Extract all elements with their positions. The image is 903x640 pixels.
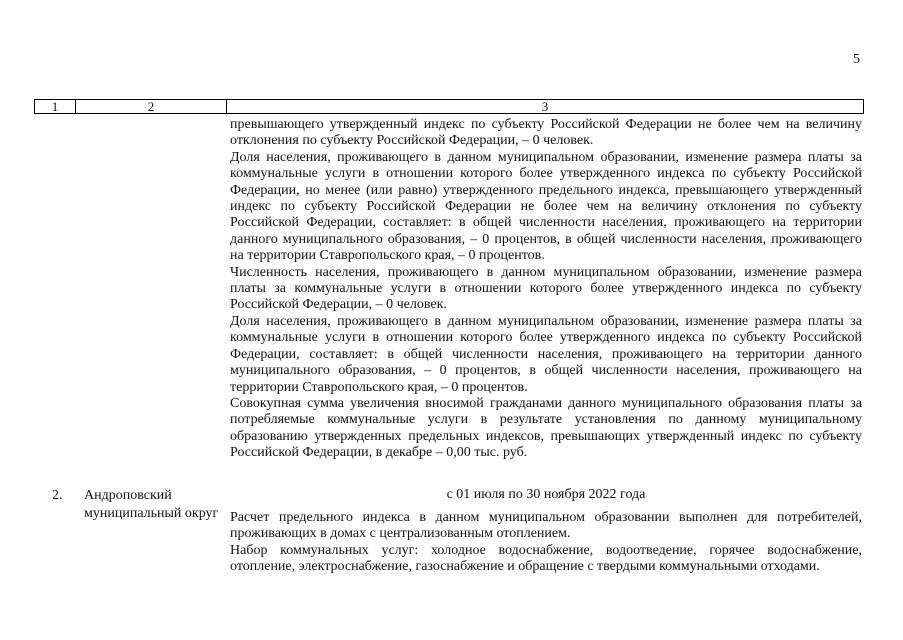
paragraph: превышающего утвержденный индекс по субъекту Российской Федерации не более чем на величину отклонения по субъекту Российской Федерации, – 0 человек. [230,117,862,149]
page-number: 5 [853,52,860,67]
column-number-2: 2 [76,100,227,113]
paragraph: Совокупная сумма увеличения вносимой гражданами данного муниципального образования платы за потребляемые коммунальные услуги в результате установления по данному муниципальному образованию утвержденных предельных индексов, превышающих утвержденный индекс по субъекту Российской Федерации, в декабре – 0,00 тыс. руб. [230,395,862,461]
paragraph: Расчет предельного индекса в данном муниципальном образовании выполнен для потребителей, проживающих в домах с централизованным отоплением. [230,510,862,542]
row2-number: 2. [52,488,63,503]
paragraph: Доля населения, проживающего в данном муниципальном образовании, изменение размера платы за коммунальные услуги в отношении которого более утвержденного индекса по субъекту Российской Федерации, но менее (или равно) утвержденного предельного индекса, превышающего утвержденный индекс по субъекту Российской Федерации не более чем на величину отклонения по субъекту Российской Федерации, составляет: в общей численности населения, проживающего на территории данного муниципального образования, – 0 процентов, в общей численности населения, проживающего на территории Ставропольского края, – 0 процентов. [230,149,862,264]
paragraph: Численность населения, проживающего в данном муниципальном образовании, изменение размера платы за коммунальные услуги в отношении которого более утвержденного индекса по субъекту Российской Федерации, – 0 человек. [230,264,862,313]
paragraph: Доля населения, проживающего в данном муниципальном образовании, изменение размера платы за коммунальные услуги в отношении которого более утвержденного индекса по субъекту Российской Федерации, составляет: в общей численности населения, проживающего на территории данного муниципального образования, – 0 процентов, в общей численности населения, проживающего на территории Ставропольского края, – 0 процентов. [230,313,862,395]
column-number-3: 3 [541,99,549,114]
row2-period: с 01 июля по 30 ноября 2022 года [446,487,646,502]
row1-column3-text [230,117,862,462]
row2-municipality-name: Андроповский муниципальный округ [84,488,219,521]
row2-column3-text [230,510,862,576]
column-number-1: 1 [35,100,76,113]
paragraph: Набор коммунальных услуг: холодное водоснабжение, водоотведение, горячее водоснабжение, отопление, электроснабжение, газоснабжение и обращение с твердыми коммунальными отходами. [230,542,862,575]
table-header-row [34,99,864,114]
